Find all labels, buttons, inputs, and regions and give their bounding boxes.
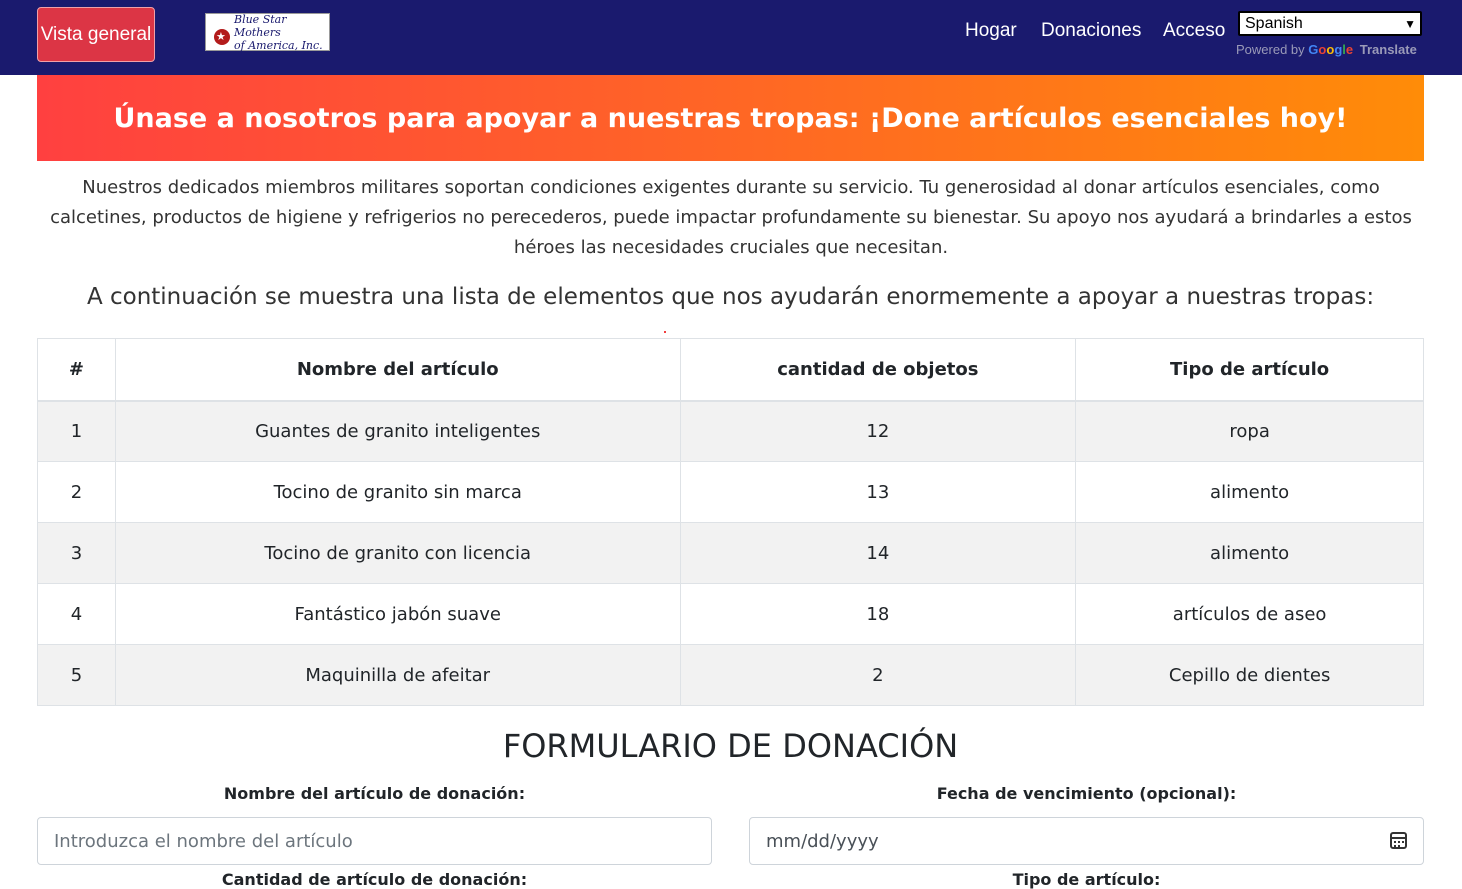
- star-emblem-icon: [214, 29, 230, 45]
- cell-item-type: Cepillo de dientes: [1076, 645, 1424, 706]
- cell-number: 2: [38, 462, 116, 523]
- logo-line-1: Blue Star Mothers: [234, 12, 287, 39]
- table-header-row: [38, 339, 1424, 401]
- google-letter: o: [1318, 42, 1327, 57]
- language-select-value: Spanish: [1245, 14, 1303, 32]
- blue-star-mothers-logo[interactable]: [205, 13, 330, 51]
- table-row: [38, 523, 1424, 584]
- expiry-date-label: Fecha de vencimiento (opcional):: [936, 784, 1237, 803]
- cell-item-name: Fantástico jabón suave: [115, 584, 680, 645]
- cell-quantity: 13: [680, 462, 1076, 523]
- table-row: [38, 462, 1424, 523]
- column-header-item-name: Nombre del artículo: [115, 339, 680, 401]
- google-letter: l: [1342, 42, 1346, 57]
- chevron-down-icon: ▼: [1404, 16, 1416, 31]
- cell-item-name: Tocino de granito sin marca: [115, 462, 680, 523]
- item-name-label: Nombre del artículo de donación:: [223, 784, 526, 803]
- cell-item-name: Guantes de granito inteligentes: [115, 401, 680, 462]
- hero-banner: [37, 75, 1424, 161]
- language-select[interactable]: [1238, 11, 1422, 36]
- cell-quantity: 14: [680, 523, 1076, 584]
- cell-number: 1: [38, 401, 116, 462]
- intro-paragraph: Nuestros dedicados miembros militares soportan condiciones exigentes durante su servicio. Tu generosidad al donar artículos esenciales, como calcetines, productos de higiene y refrigerios no perecederos, puede impactar profundamente su bienestar. Su apoyo nos ayudará a brindarles a estos héroes las necesidades cruciales que necesitan.: [50, 177, 1412, 258]
- translate-text: Translate: [1359, 42, 1417, 57]
- donation-form-title: FORMULARIO DE DONACIÓN: [502, 727, 959, 765]
- nav-link-login[interactable]: Acceso: [1163, 20, 1226, 41]
- cell-item-type: alimento: [1076, 462, 1424, 523]
- google-translate-attribution: [1236, 42, 1417, 57]
- item-name-input[interactable]: [37, 817, 712, 865]
- nav-link-donations[interactable]: Donaciones: [1041, 20, 1142, 41]
- cell-item-type: artículos de aseo: [1076, 584, 1424, 645]
- expiry-date-input[interactable]: [749, 817, 1424, 865]
- items-list-heading: A continuación se muestra una lista de elementos que nos ayudarán enormemente a apoyar a nuestras tropas:: [86, 284, 1375, 310]
- cell-number: 4: [38, 584, 116, 645]
- cell-item-type: ropa: [1076, 401, 1424, 462]
- cell-number: 3: [38, 523, 116, 584]
- banner-title: Únase a nosotros para apoyar a nuestras tropas: ¡Done artículos esenciales hoy!: [113, 102, 1348, 134]
- table-row: [38, 401, 1424, 462]
- nav-link-home[interactable]: Hogar: [965, 20, 1017, 41]
- decorative-dot: [664, 331, 666, 333]
- powered-by-text: Powered by: [1236, 42, 1305, 57]
- google-wordmark[interactable]: [1308, 42, 1353, 57]
- overview-button[interactable]: Vista general: [37, 7, 155, 62]
- item-type-label: Tipo de artículo:: [1012, 870, 1161, 889]
- logo-line-2: of America, Inc.: [234, 38, 323, 52]
- calendar-icon[interactable]: [1390, 832, 1407, 849]
- cell-item-name: Maquinilla de afeitar: [115, 645, 680, 706]
- cell-quantity: 18: [680, 584, 1076, 645]
- column-header-number: #: [38, 339, 116, 401]
- table-row: [38, 584, 1424, 645]
- item-name-placeholder: Introduzca el nombre del artículo: [54, 830, 353, 852]
- cell-item-name: Tocino de granito con licencia: [115, 523, 680, 584]
- cell-item-type: alimento: [1076, 523, 1424, 584]
- column-header-quantity: cantidad de objetos: [680, 339, 1076, 401]
- logo-text: [234, 13, 329, 52]
- google-letter: o: [1326, 42, 1335, 57]
- google-letter: g: [1334, 42, 1343, 57]
- cell-quantity: 2: [680, 645, 1076, 706]
- table-row: [38, 645, 1424, 706]
- needed-items-table: [37, 338, 1424, 706]
- cell-number: 5: [38, 645, 116, 706]
- quantity-label: Cantidad de artículo de donación:: [221, 870, 528, 889]
- column-header-item-type: Tipo de artículo: [1076, 339, 1424, 401]
- google-letter: e: [1345, 42, 1354, 57]
- cell-quantity: 12: [680, 401, 1076, 462]
- google-letter: G: [1308, 42, 1319, 57]
- expiry-date-placeholder: mm/dd/yyyy: [766, 830, 879, 852]
- navbar: [0, 0, 1462, 75]
